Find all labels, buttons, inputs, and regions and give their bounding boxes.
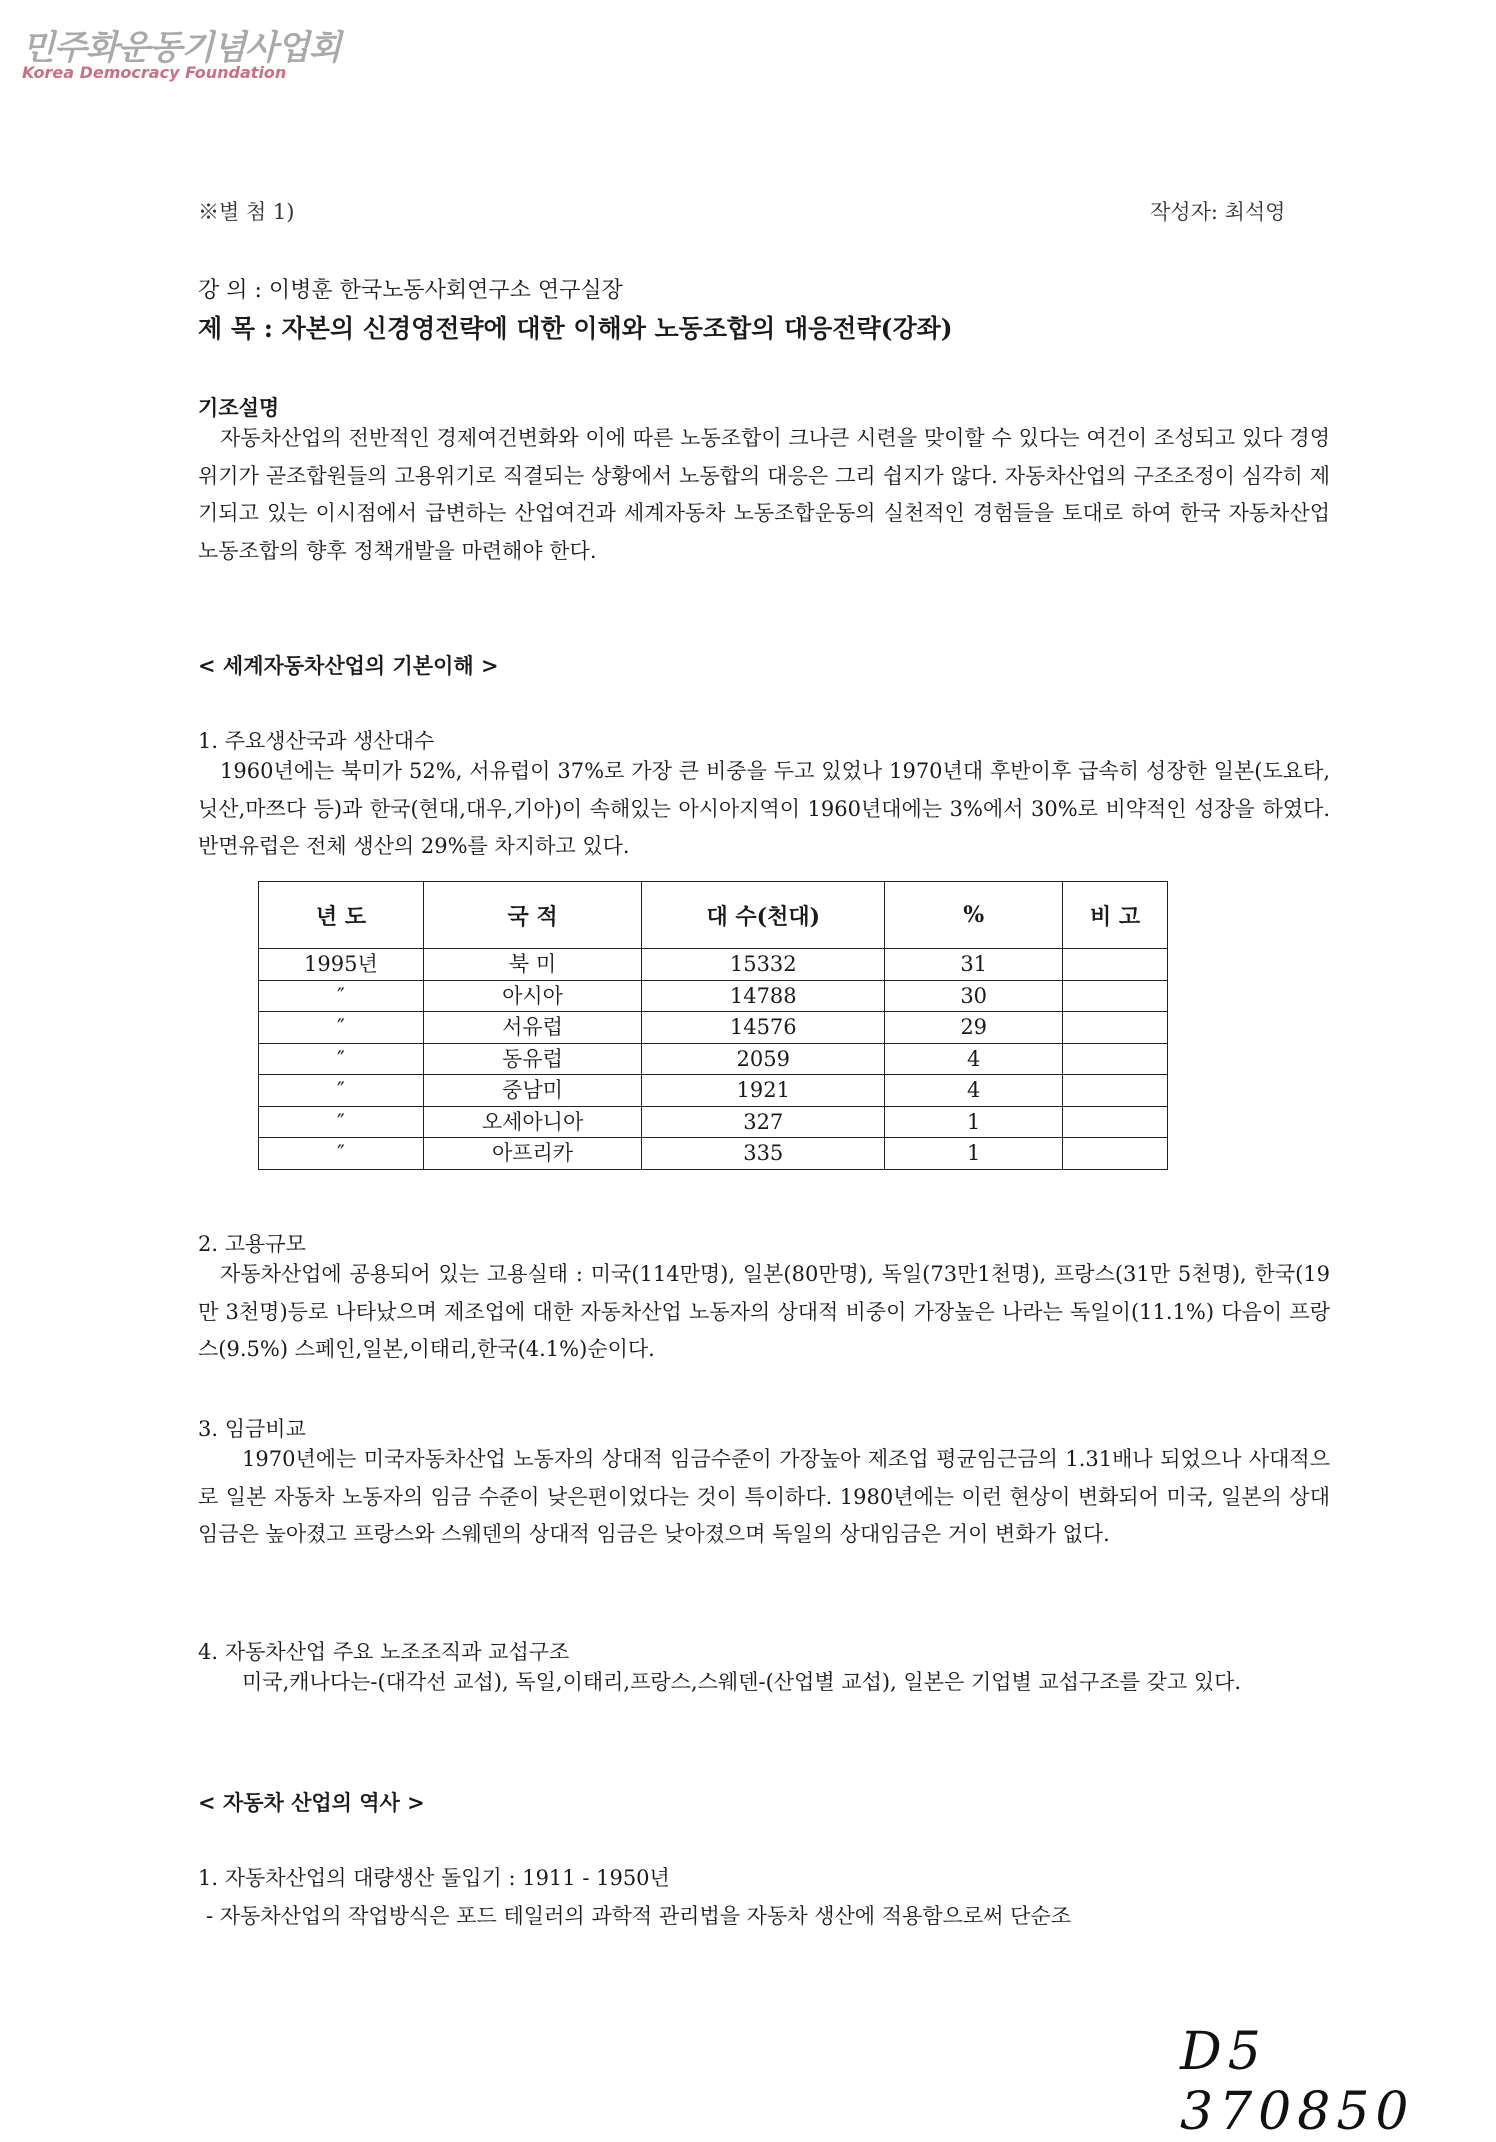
cell-remarks bbox=[1063, 1012, 1168, 1044]
table-row bbox=[259, 949, 1168, 981]
item-body-4: 미국,캐나다는-(대각선 교섭), 독일,이태리,프랑스,스웨덴-(산업별 교섭), 일본은 기업별 교섭구조를 갖고 있다. bbox=[242, 1670, 1242, 1694]
table-row bbox=[259, 1012, 1168, 1044]
cell-region: 오세아니아 bbox=[423, 1106, 641, 1138]
handwritten-code: D5 370850 bbox=[1180, 2022, 1415, 2142]
cell-remarks bbox=[1063, 1043, 1168, 1075]
cell-year: 1995년 bbox=[259, 949, 424, 981]
cell-region: 동유럽 bbox=[423, 1043, 641, 1075]
header-region: 국 적 bbox=[423, 882, 641, 949]
lecturer-line: 강 의 : 이병훈 한국노동사회연구소 연구실장 bbox=[198, 278, 623, 303]
logo-korean: 민주화운동기념사업회 bbox=[22, 28, 341, 68]
intro-paragraph bbox=[198, 420, 1330, 570]
cell-year: ″ bbox=[259, 1106, 424, 1138]
item-title-3: 3. 임금비교 bbox=[198, 1417, 306, 1441]
item-paragraph-3 bbox=[198, 1441, 1330, 1554]
cell-year: ″ bbox=[259, 1138, 424, 1170]
document-title: 제 목 : 자본의 신경영전략에 대한 이해와 노동조합의 대응전략(강좌) bbox=[198, 314, 953, 343]
cell-percent: 1 bbox=[885, 1138, 1063, 1170]
item-title-4: 4. 자동차산업 주요 노조조직과 교섭구조 bbox=[198, 1640, 570, 1664]
cell-units: 335 bbox=[642, 1138, 885, 1170]
production-table bbox=[258, 881, 1168, 1170]
item-body-1: 1960년에는 북미가 52%, 서유럽이 37%로 가장 큰 비중을 두고 있었나 1970년대 후반이후 급속히 성장한 일본(도요타,닛산,마쯔다 등)과 한국(현대,대우,기아)이 속해있는 아시아지역이 1960년대에는 3%에서 30%로 비약적인 성장을 하였다. 반면유럽은 전체 생산의 29%를 차지하고 있다. bbox=[198, 759, 1330, 858]
cell-units: 15332 bbox=[642, 949, 885, 981]
cell-percent: 31 bbox=[885, 949, 1063, 981]
cell-percent: 29 bbox=[885, 1012, 1063, 1044]
cell-region: 아시아 bbox=[423, 980, 641, 1012]
cell-units: 14788 bbox=[642, 980, 885, 1012]
item-paragraph-2 bbox=[198, 1256, 1330, 1369]
section-heading-history: < 자동차 산업의 역사 > bbox=[198, 1790, 425, 1815]
section-heading-basics: < 세계자동차산업의 기본이해 > bbox=[198, 653, 499, 678]
cell-remarks bbox=[1063, 1106, 1168, 1138]
item-paragraph-4 bbox=[198, 1664, 1330, 1702]
cell-remarks bbox=[1063, 1138, 1168, 1170]
item-title-1: 1. 주요생산국과 생산대수 bbox=[198, 729, 435, 753]
item-title-2: 2. 고용규모 bbox=[198, 1232, 306, 1256]
header-units: 대 수(천대) bbox=[642, 882, 885, 949]
cell-percent: 1 bbox=[885, 1106, 1063, 1138]
table-row bbox=[259, 1138, 1168, 1170]
header-remarks: 비 고 bbox=[1063, 882, 1168, 949]
logo-english: Korea Democracy Foundation bbox=[22, 63, 287, 82]
header-percent: % bbox=[885, 882, 1063, 949]
table-row bbox=[259, 980, 1168, 1012]
cell-remarks bbox=[1063, 980, 1168, 1012]
cell-region: 아프리카 bbox=[423, 1138, 641, 1170]
cell-region: 북 미 bbox=[423, 949, 641, 981]
cell-remarks bbox=[1063, 949, 1168, 981]
cell-units: 2059 bbox=[642, 1043, 885, 1075]
cell-region: 중남미 bbox=[423, 1075, 641, 1107]
table-header-row bbox=[259, 882, 1168, 949]
intro-heading: 기조설명 bbox=[198, 395, 280, 420]
table-row bbox=[259, 1043, 1168, 1075]
intro-body: 자동차산업의 전반적인 경제여건변화와 이에 따른 노동조합이 크나큰 시련을 맞이할 수 있다는 여건이 조성되고 있다 경영위기가 곧조합원들의 고용위기로 직결되는 상황에서 노동합의 대응은 그리 쉽지가 않다. 자동차산업의 구조조정이 심각히 제기되고 있는 이시점에서 급변하는 산업여건과 세계자동차 노동조합운동의 실천적인 경험들을 토대로 하여 한국 자동차산업 노동조합의 향후 정책개발을 마련해야 한다. bbox=[198, 426, 1330, 563]
item-body-3: 1970년에는 미국자동차산업 노동자의 상대적 임금수준이 가장높아 제조업 평균임근금의 1.31배나 되었으나 사대적으로 일본 자동차 노동자의 임금 수준이 낮은편이었다는 것이 특이하다. 1980년에는 이런 현상이 변화되어 미국, 일본의 상대임금은 높아졌고 프랑스와 스웨덴의 상대적 임금은 낮아졌으며 독일의 상대임금은 거이 변화가 없다. bbox=[198, 1447, 1330, 1546]
history-item-body: - 자동차산업의 작업방식은 포드 테일러의 과학적 관리법을 자동차 생산에 적용함으로써 단순조 bbox=[206, 1904, 1071, 1928]
cell-remarks bbox=[1063, 1075, 1168, 1107]
table-row bbox=[259, 1106, 1168, 1138]
cell-percent: 4 bbox=[885, 1043, 1063, 1075]
cell-year: ″ bbox=[259, 980, 424, 1012]
item-body-2: 자동차산업에 공용되어 있는 고용실태 : 미국(114만명), 일본(80만명), 독일(73만1천명), 프랑스(31만 5천명), 한국(19만 3천명)등로 나타났으며 제조업에 대한 자동차산업 노동자의 상대적 비중이 가장높은 나라는 독일이(11.1%) 다음이 프랑스(9.5%) 스페인,일본,이태리,한국(4.1%)순이다. bbox=[198, 1262, 1330, 1361]
history-item-title: 1. 자동차산업의 대량생산 돌입기 : 1911 - 1950년 bbox=[198, 1866, 670, 1890]
cell-year: ″ bbox=[259, 1075, 424, 1107]
cell-year: ″ bbox=[259, 1043, 424, 1075]
table-row bbox=[259, 1075, 1168, 1107]
attachment-label: ※별 첨 1) bbox=[198, 200, 295, 224]
cell-units: 14576 bbox=[642, 1012, 885, 1044]
cell-percent: 4 bbox=[885, 1075, 1063, 1107]
cell-year: ″ bbox=[259, 1012, 424, 1044]
header-year: 년 도 bbox=[259, 882, 424, 949]
author-label: 작성자: 최석영 bbox=[1150, 200, 1286, 224]
cell-region: 서유럽 bbox=[423, 1012, 641, 1044]
item-paragraph-1 bbox=[198, 753, 1330, 866]
cell-percent: 30 bbox=[885, 980, 1063, 1012]
cell-units: 327 bbox=[642, 1106, 885, 1138]
cell-units: 1921 bbox=[642, 1075, 885, 1107]
